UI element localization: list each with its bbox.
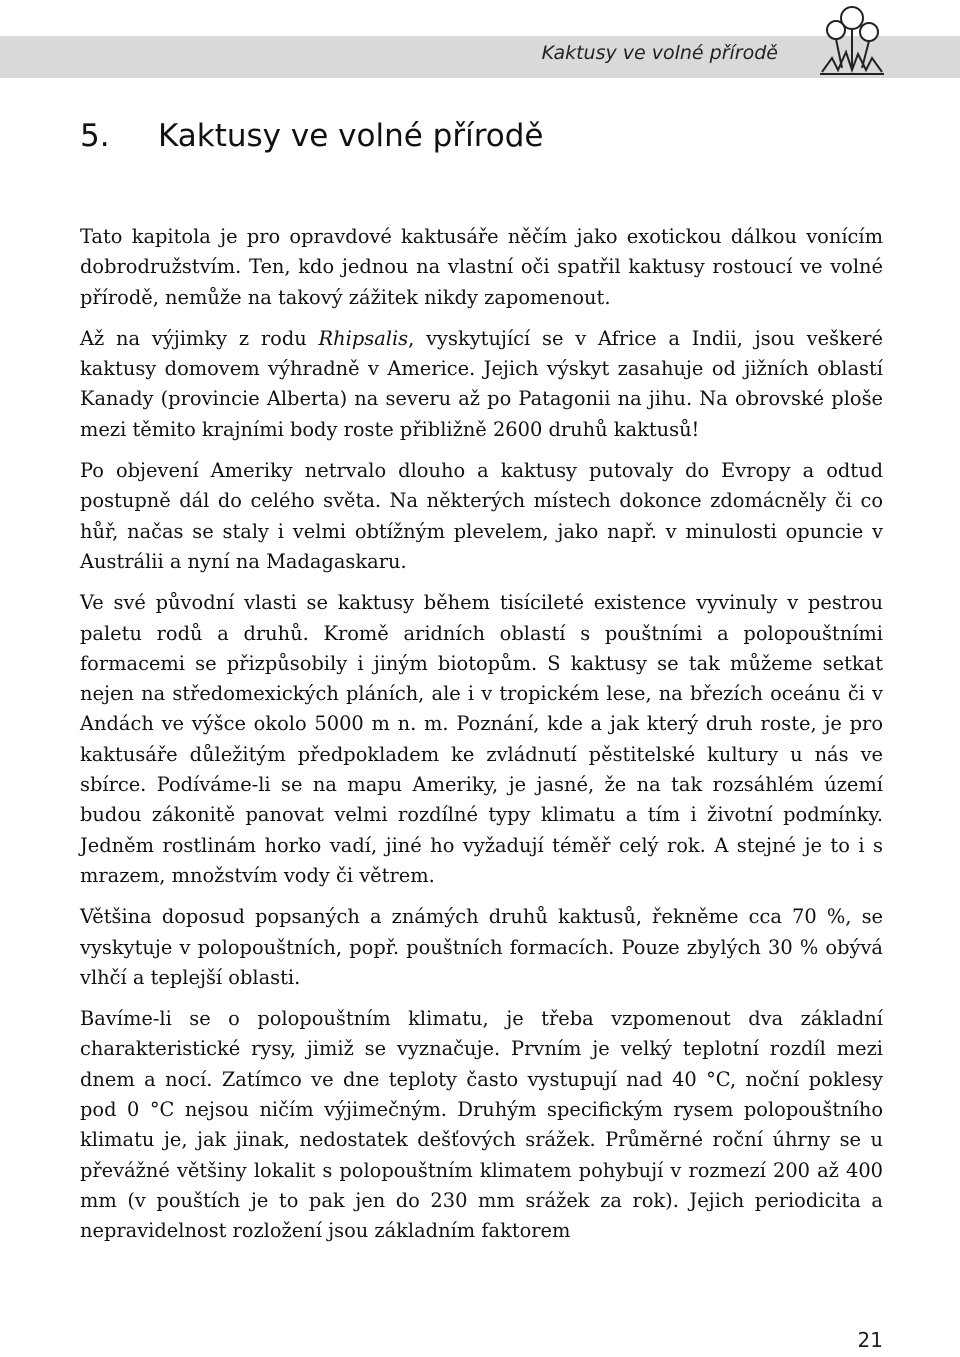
paragraph: Bavíme-li se o polopouštním klimatu, je třeba vzpomenout dva základní charakteristické rysy, jimiž se vyznačuje. Prvním je velký teplotní rozdíl mezi dnem a nocí. Zatímco ve dne teploty často vystupují nad 40 °C, noční poklesy pod 0 °C nejsou ničím výjimečným. Druhým specifickým rysem polopouštního klimatu je, jak jinak, nedostatek dešťových srážek. Průměrné roční úhrny se u převážné většiny lokalit s polopouštním klimatem pohybují v rozmezí 200 až 400 mm (v pouštích je to pak jen do 230 mm srážek za rok). Jejich periodicita a nepravidelnost rozložení jsou základním faktorem xyxy=(80,1007,883,1243)
chapter-heading xyxy=(80,118,543,154)
paragraph: Většina doposud popsaných a známých druhů kaktusů, řekněme cca 70 %, se vyskytuje v polopouštních, popř. pouštních formacích. Pouze zbylých 30 % obývá vlhčí a teplejší oblasti. xyxy=(80,905,883,989)
paragraph: Po objevení Ameriky netrvalo dlouho a kaktusy putovaly do Evropy a odtud postupně dál do celého světa. Na některých místech dokonce zdomácněly či co hůř, načas se staly i velmi obtížným plevelem, jako např. v minulosti opuncie v Austrálii a nyní na Madagaskaru. xyxy=(80,459,883,573)
running-title: Kaktusy ve volné přírodě xyxy=(541,42,778,64)
cactus-tree-logo-icon xyxy=(812,2,892,82)
paragraph: Ve své původní vlasti se kaktusy během tisícileté existence vyvinuly v pestrou paletu rodů a druhů. Kromě aridních oblastí s pouštními a polopouštními formacemi se přizpůsobily i jiným biotopům. S kaktusy se tak můžeme setkat nejen na středomexických pláních, ale i v tropickém lese, na březích oceánu či v Andách ve výšce okolo 5000 m n. m. Poznání, kde a jak který druh roste, je pro kaktusáře důležitým předpokladem ke zvládnutí pěstitelské kultury u nás ve sbírce. Podíváme-li se na mapu Ameriky, je jasné, že na tak rozsáhlém území budou zákonitě panovat velmi rozdílné typy klimatu a tím i životní podmínky. Jedněm rostlinám horko vadí, jiné ho vyžadují téměř celý rok. A stejné je to i s mrazem, množstvím vody či větrem. xyxy=(80,591,883,887)
chapter-number: 5. xyxy=(80,118,110,154)
text-body xyxy=(80,222,883,1258)
chapter-title: Kaktusy ve volné přírodě xyxy=(158,118,544,154)
paragraph: Tato kapitola je pro opravdové kaktusáře něčím jako exotickou dálkou vonícím dobrodružstvím. Ten, kdo jednou na vlastní oči spatřil kaktusy rostoucí ve volné přírodě, nemůže na takový zážitek nikdy zapomenout. xyxy=(80,225,883,309)
page-number: 21 xyxy=(857,1328,883,1352)
paragraph: Až na výjimky z rodu Rhipsalis, vyskytující se v Africe a Indii, jsou veškeré kaktusy domovem výhradně v Americe. Jejich výskyt zasahuje od jižních oblastí Kanady (provincie Alberta) na severu až po Patagonii na jihu. Na obrovské ploše mezi těmito krajními body roste přibližně 2600 druhů kaktusů! xyxy=(80,326,883,441)
